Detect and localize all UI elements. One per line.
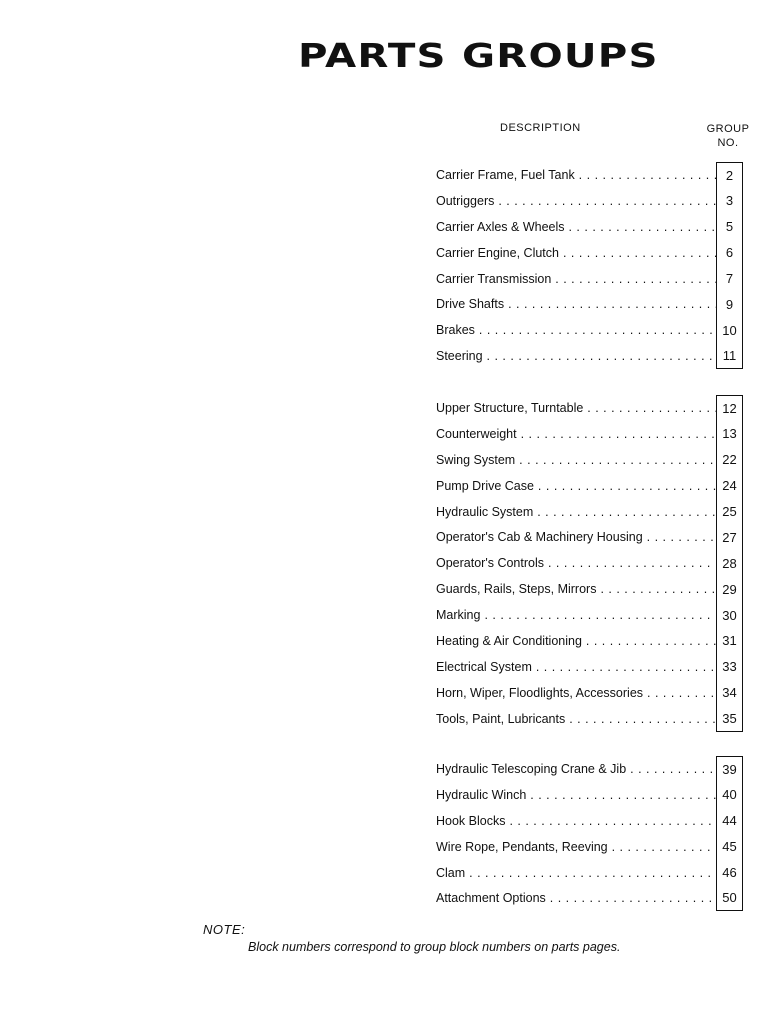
- group-number-column-header: [704, 122, 752, 150]
- parts-group-row: [436, 808, 742, 834]
- group-number-box: 6: [716, 240, 743, 266]
- parts-group-row: [436, 447, 742, 473]
- group-number-box: 25: [716, 499, 743, 525]
- group-number-box: 24: [716, 473, 743, 499]
- parts-group-row: [436, 162, 742, 188]
- group-description: Hydraulic Winch . . .: [436, 788, 716, 802]
- group-description: Wire Rope, Pendants, Reeving . . .: [436, 840, 716, 854]
- parts-group-block-2: [436, 395, 742, 732]
- parts-group-row: [436, 343, 742, 369]
- parts-group-row: [436, 473, 742, 499]
- group-description: Hydraulic System . . .: [436, 505, 716, 519]
- group-number-box: 35: [716, 706, 743, 732]
- group-description: Pump Drive Case . . .: [436, 479, 716, 493]
- parts-group-row: [436, 421, 742, 447]
- group-description: Attachment Options . . .: [436, 891, 716, 905]
- parts-group-block-3: [436, 756, 742, 911]
- parts-group-row: [436, 706, 742, 732]
- group-description: Swing System . . .: [436, 453, 716, 467]
- group-number-box: 10: [716, 317, 743, 343]
- group-description: Marking . . .: [436, 608, 716, 622]
- parts-group-row: [436, 602, 742, 628]
- group-number-box: 11: [716, 343, 743, 369]
- group-description: Carrier Frame, Fuel Tank . . .: [436, 168, 716, 182]
- parts-group-row: [436, 550, 742, 576]
- parts-group-row: [436, 240, 742, 266]
- group-description: Horn, Wiper, Floodlights, Accessories . . .: [436, 686, 716, 700]
- note-text: Block numbers correspond to group block numbers on parts pages.: [248, 940, 621, 954]
- group-number-box: 40: [716, 782, 743, 808]
- note-label: NOTE:: [203, 922, 246, 937]
- group-description: Electrical System . . .: [436, 660, 716, 674]
- group-number-box: 30: [716, 602, 743, 628]
- group-number-box: 34: [716, 680, 743, 706]
- group-number-box: 29: [716, 576, 743, 602]
- group-description: Hook Blocks . . .: [436, 814, 716, 828]
- group-description: Hydraulic Telescoping Crane & Jib . . .: [436, 762, 716, 776]
- group-number-box: 12: [716, 395, 743, 421]
- parts-group-row: [436, 885, 742, 911]
- parts-group-row: [436, 214, 742, 240]
- group-header-line-2: NO.: [717, 137, 739, 149]
- parts-group-row: [436, 782, 742, 808]
- group-number-box: 46: [716, 860, 743, 886]
- group-header-line-1: GROUP: [706, 123, 750, 135]
- parts-group-row: [436, 576, 742, 602]
- group-description: Upper Structure, Turntable . . .: [436, 401, 716, 415]
- group-description: Guards, Rails, Steps, Mirrors . . .: [436, 582, 716, 596]
- group-number-box: 5: [716, 214, 743, 240]
- parts-group-row: [436, 499, 742, 525]
- parts-group-row: [436, 188, 742, 214]
- parts-group-row: [436, 291, 742, 317]
- group-description: Brakes . . .: [436, 323, 716, 337]
- parts-group-row: [436, 266, 742, 292]
- group-number-box: 33: [716, 654, 743, 680]
- group-number-box: 31: [716, 628, 743, 654]
- group-number-box: 9: [716, 291, 743, 317]
- description-column-header: DESCRIPTION: [500, 122, 581, 134]
- group-description: Steering . . .: [436, 349, 716, 363]
- group-number-box: 39: [716, 756, 743, 782]
- group-description: Drive Shafts . . .: [436, 297, 716, 311]
- group-description: Carrier Engine, Clutch . . .: [436, 246, 716, 260]
- group-description: Counterweight . . .: [436, 427, 716, 441]
- group-number-box: 44: [716, 808, 743, 834]
- parts-group-block-1: [436, 162, 742, 369]
- group-description: Outriggers . . .: [436, 194, 716, 208]
- parts-group-row: [436, 628, 742, 654]
- parts-group-row: [436, 317, 742, 343]
- group-description: Operator's Controls . . .: [436, 556, 716, 570]
- parts-group-row: [436, 654, 742, 680]
- parts-group-row: [436, 756, 742, 782]
- group-number-box: 28: [716, 550, 743, 576]
- group-number-box: 45: [716, 834, 743, 860]
- parts-group-row: [436, 680, 742, 706]
- page-title: PARTS GROUPS: [298, 36, 659, 75]
- group-description: Operator's Cab & Machinery Housing . . .: [436, 530, 716, 544]
- group-number-box: 7: [716, 266, 743, 292]
- group-number-box: 22: [716, 447, 743, 473]
- parts-group-row: [436, 395, 742, 421]
- group-number-box: 50: [716, 885, 743, 911]
- group-number-box: 27: [716, 524, 743, 550]
- group-number-box: 13: [716, 421, 743, 447]
- parts-group-row: [436, 834, 742, 860]
- group-description: Carrier Transmission . . .: [436, 272, 716, 286]
- group-description: Carrier Axles & Wheels . . .: [436, 220, 716, 234]
- group-description: Tools, Paint, Lubricants . . .: [436, 712, 716, 726]
- group-number-box: 2: [716, 162, 743, 188]
- parts-group-row: [436, 524, 742, 550]
- group-number-box: 3: [716, 188, 743, 214]
- group-description: Heating & Air Conditioning . . .: [436, 634, 716, 648]
- group-description: Clam . . .: [436, 866, 716, 880]
- parts-group-row: [436, 860, 742, 886]
